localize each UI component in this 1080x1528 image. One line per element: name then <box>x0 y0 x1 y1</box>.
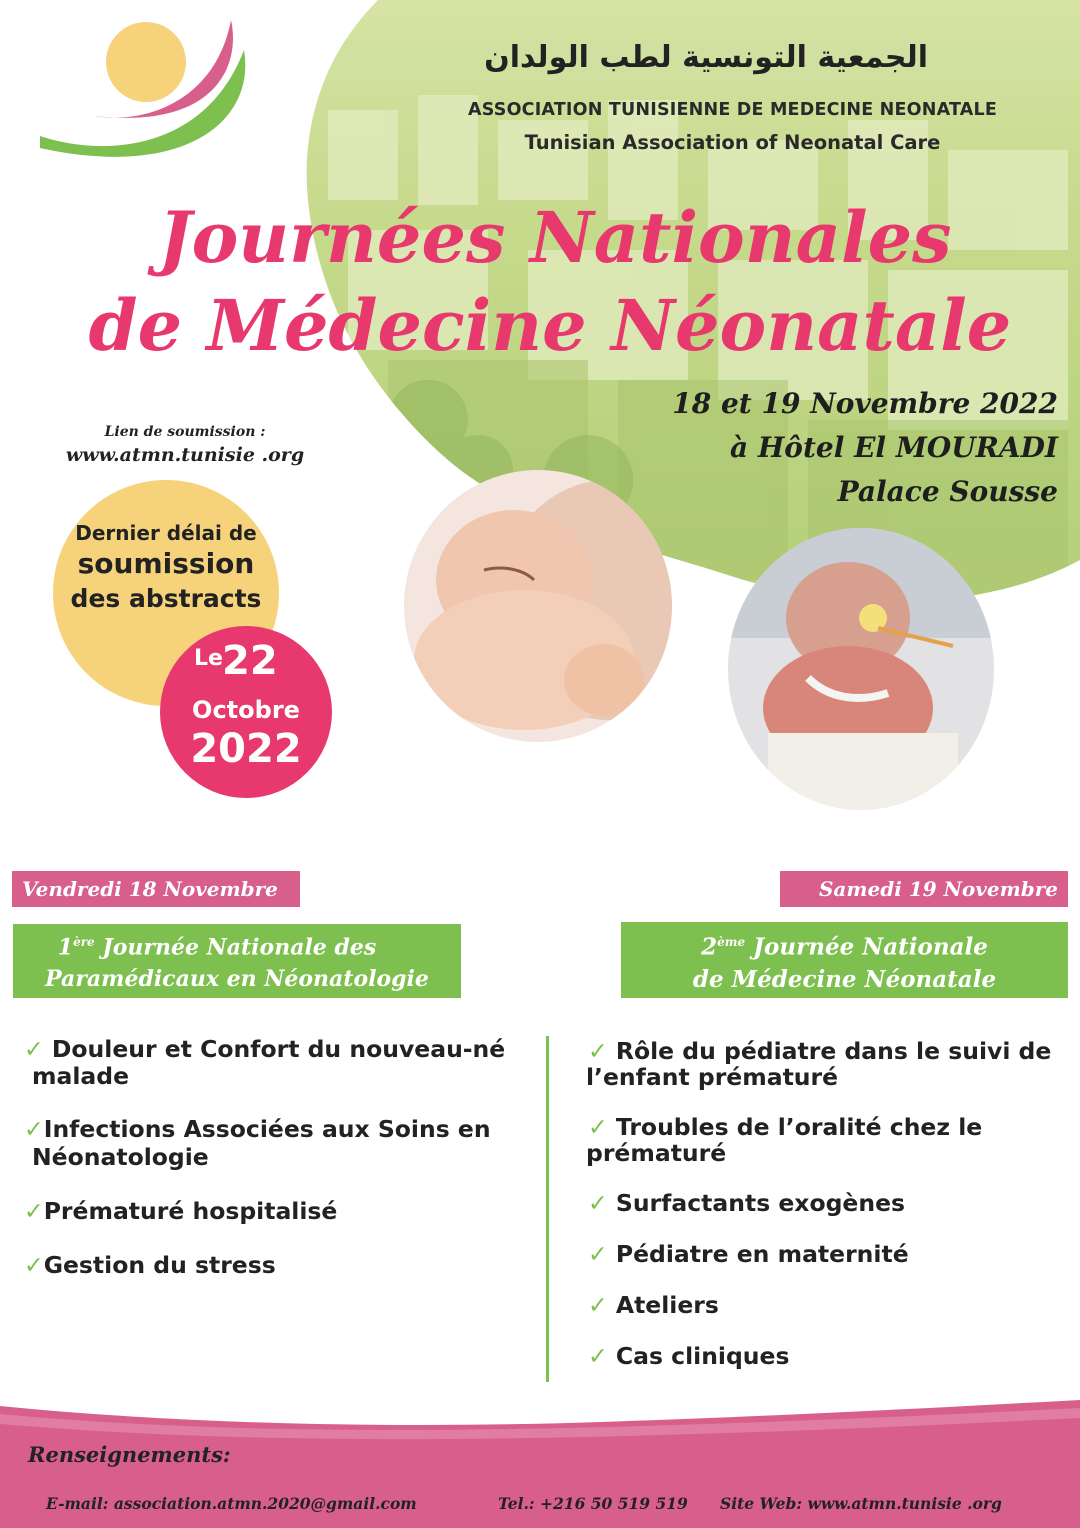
check-icon: ✓ <box>24 1251 44 1279</box>
day1-title-line2: Paramédicaux en Néonatologie <box>45 966 429 993</box>
deadline-date-circle <box>160 626 332 798</box>
day2-label: Samedi 19 Novembre <box>780 871 1068 907</box>
footer-web[interactable] <box>720 1494 1002 1513</box>
submission-url[interactable]: www.atmn.tunisie .org <box>65 444 305 466</box>
email-label: E-mail: <box>46 1494 109 1513</box>
day2-topic-4: ✓ Pédiatre en maternité <box>588 1240 909 1268</box>
day1-title-text1: Journée Nationale des <box>102 934 377 961</box>
day1-topic-4: ✓Gestion du stress <box>24 1251 276 1279</box>
day2-topics-list <box>588 1038 1068 1378</box>
day1-topic-1: ✓ Douleur et Confort du nouveau-né <box>24 1035 506 1063</box>
deadline-line3: des abstracts <box>70 584 262 613</box>
day2-title-line2: de Médecine Néonatale <box>692 965 997 993</box>
day2-topic-1: ✓ Rôle du pédiatre dans le suivi de <box>588 1037 1052 1065</box>
check-icon: ✓ <box>588 1189 608 1217</box>
main-title-line1: Journées Nationales <box>158 196 952 279</box>
deadline-line1: Dernier délai de <box>75 521 257 545</box>
day1-title-line1 <box>0 926 461 963</box>
day2-title-line1 <box>621 926 1068 964</box>
deadline-month: Octobre <box>192 696 300 724</box>
check-icon: ✓ <box>588 1113 608 1141</box>
day2-title-box <box>621 922 1068 998</box>
check-icon: ✓ <box>24 1197 44 1225</box>
day1-ordinal-suffix: ère <box>73 935 95 949</box>
day2-ordinal: 2 <box>701 933 718 961</box>
breastfeeding-photo <box>404 470 672 742</box>
premature-baby-photo <box>728 528 994 810</box>
day1-topic-1-cont: malade <box>32 1062 130 1090</box>
check-icon: ✓ <box>588 1037 608 1065</box>
deadline-line2: soumission <box>77 547 255 580</box>
deadline-le: Le <box>194 646 223 671</box>
footer-tel[interactable] <box>498 1494 688 1513</box>
day2-topic-3: ✓ Surfactants exogènes <box>588 1189 906 1217</box>
web-label: Site Web: <box>720 1494 803 1513</box>
day2-title-text1: Journée Nationale <box>753 933 988 961</box>
deadline-year: 2022 <box>190 726 302 772</box>
main-title-line2: de Médecine Néonatale <box>88 284 1012 367</box>
check-icon: ✓ <box>24 1115 44 1143</box>
day1-ordinal: 1 <box>57 934 74 961</box>
day1-title-box <box>13 924 461 998</box>
check-icon: ✓ <box>588 1240 608 1268</box>
day2-ordinal-suffix: ème <box>717 935 746 949</box>
day2-topic-1-cont: l’enfant prématuré <box>586 1063 839 1091</box>
event-venue-line1: à Hôtel El MOURADI <box>729 431 1058 464</box>
event-dates: 18 et 19 Novembre 2022 <box>672 387 1058 420</box>
submission-label: Lien de soumission : <box>104 424 266 440</box>
arabic-association-name: الجمعية التونسية لطب الولدان <box>484 40 928 75</box>
tel-value: +216 50 519 519 <box>540 1494 688 1513</box>
english-association-name: Tunisian Association of Neonatal Care <box>524 131 941 154</box>
check-icon: ✓ <box>588 1342 608 1370</box>
day1-topics-list <box>24 1036 534 1296</box>
day2-topic-5: ✓ Ateliers <box>588 1291 719 1319</box>
event-date-venue <box>672 382 1058 514</box>
deadline-text <box>53 520 279 616</box>
check-icon: ✓ <box>588 1291 608 1319</box>
footer-email[interactable] <box>46 1494 417 1513</box>
tel-label: Tel.: <box>498 1494 535 1513</box>
day1-topic-2: ✓Infections Associées aux Soins en <box>24 1115 491 1143</box>
atmn-logo <box>36 10 254 160</box>
web-value: www.atmn.tunisie .org <box>807 1494 1002 1513</box>
column-divider <box>546 1036 549 1382</box>
deadline-day: 22 <box>222 638 278 684</box>
day2-topic-2: ✓ Troubles de l’oralité chez le <box>588 1113 983 1141</box>
email-value: association.atmn.2020@gmail.com <box>113 1494 417 1513</box>
day1-label: Vendredi 18 Novembre <box>12 871 300 907</box>
check-icon: ✓ <box>24 1035 44 1063</box>
day2-topic-6: ✓ Cas cliniques <box>588 1342 790 1370</box>
french-association-name: ASSOCIATION TUNISIENNE DE MEDECINE NEONATALE <box>468 100 997 120</box>
day1-topic-2-cont: Néonatologie <box>32 1143 209 1171</box>
event-venue-line2: Palace Sousse <box>837 475 1058 508</box>
footer-title: Renseignements: <box>28 1442 231 1467</box>
day1-topic-3: ✓Prématuré hospitalisé <box>24 1197 338 1225</box>
day2-topic-2-cont: prématuré <box>586 1139 727 1167</box>
